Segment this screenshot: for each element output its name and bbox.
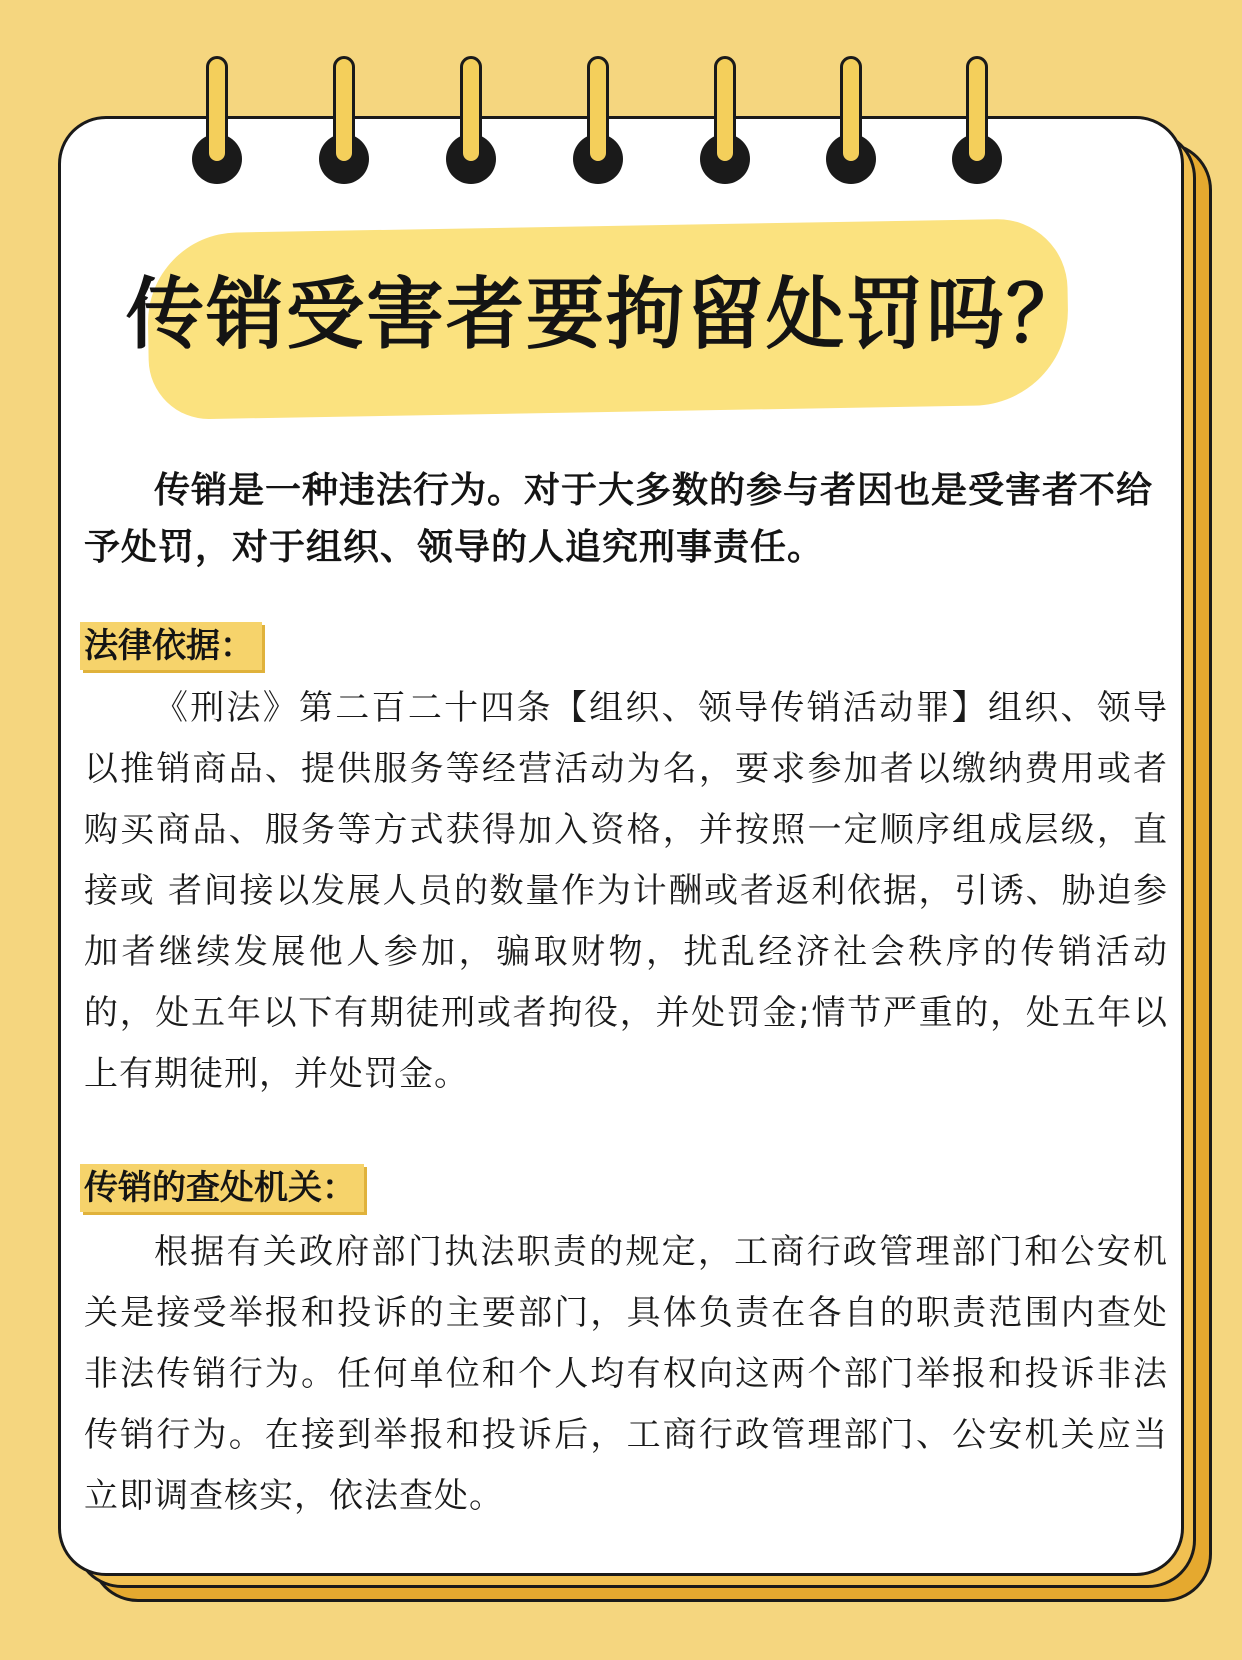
binder-ring-icon [438, 56, 510, 186]
binder-ring-icon [565, 56, 637, 186]
intro-paragraph: 传销是一种违法行为。对于大多数的参与者因也是受害者不给予处罚，对于组织、领导的人追究刑事责任。 [84, 470, 1154, 568]
section-label-legal-basis: 法律依据： [80, 622, 262, 670]
section-label-enforcement-agency: 传销的查处机关： [80, 1164, 364, 1212]
page-title: 传销受害者要拘留处罚吗？ [126, 270, 1087, 360]
enforcement-agency-paragraph: 根据有关政府部门执法职责的规定，工商行政管理部门和公安机关是接受举报和投诉的主要部门，具体负责在各自的职责范围内查处非法传销行为。任何单位和个人均有权向这两个部门举报和投诉非法传销行为。在接到举报和投诉后，工商行政管理部门、公安机关应当立即调查核实，依法查处。 [84, 1232, 1168, 1516]
binder-ring-icon [944, 56, 1016, 186]
binder-ring-icon [311, 56, 383, 186]
legal-basis-paragraph: 《刑法》第二百二十四条【组织、领导传销活动罪】组织、领导以推销商品、提供服务等经营活动为名，要求参加者以缴纳费用或者购买商品、服务等方式获得加入资格，并按照一定顺序组成层级，直接或 者间接以发展人员的数量作为计酬或者返利依据，引诱、胁迫参加者继续发展他人参加，骗取财物，扰乱经济社会秩序的传销活动的，处五年以下有期徒刑或者拘役，并处罚金;情节严重的，处五年以上有期徒刑，并处罚金。 [84, 688, 1168, 1094]
binder-ring-icon [184, 56, 256, 186]
binder-ring-icon [818, 56, 890, 186]
binder-ring-icon [692, 56, 764, 186]
